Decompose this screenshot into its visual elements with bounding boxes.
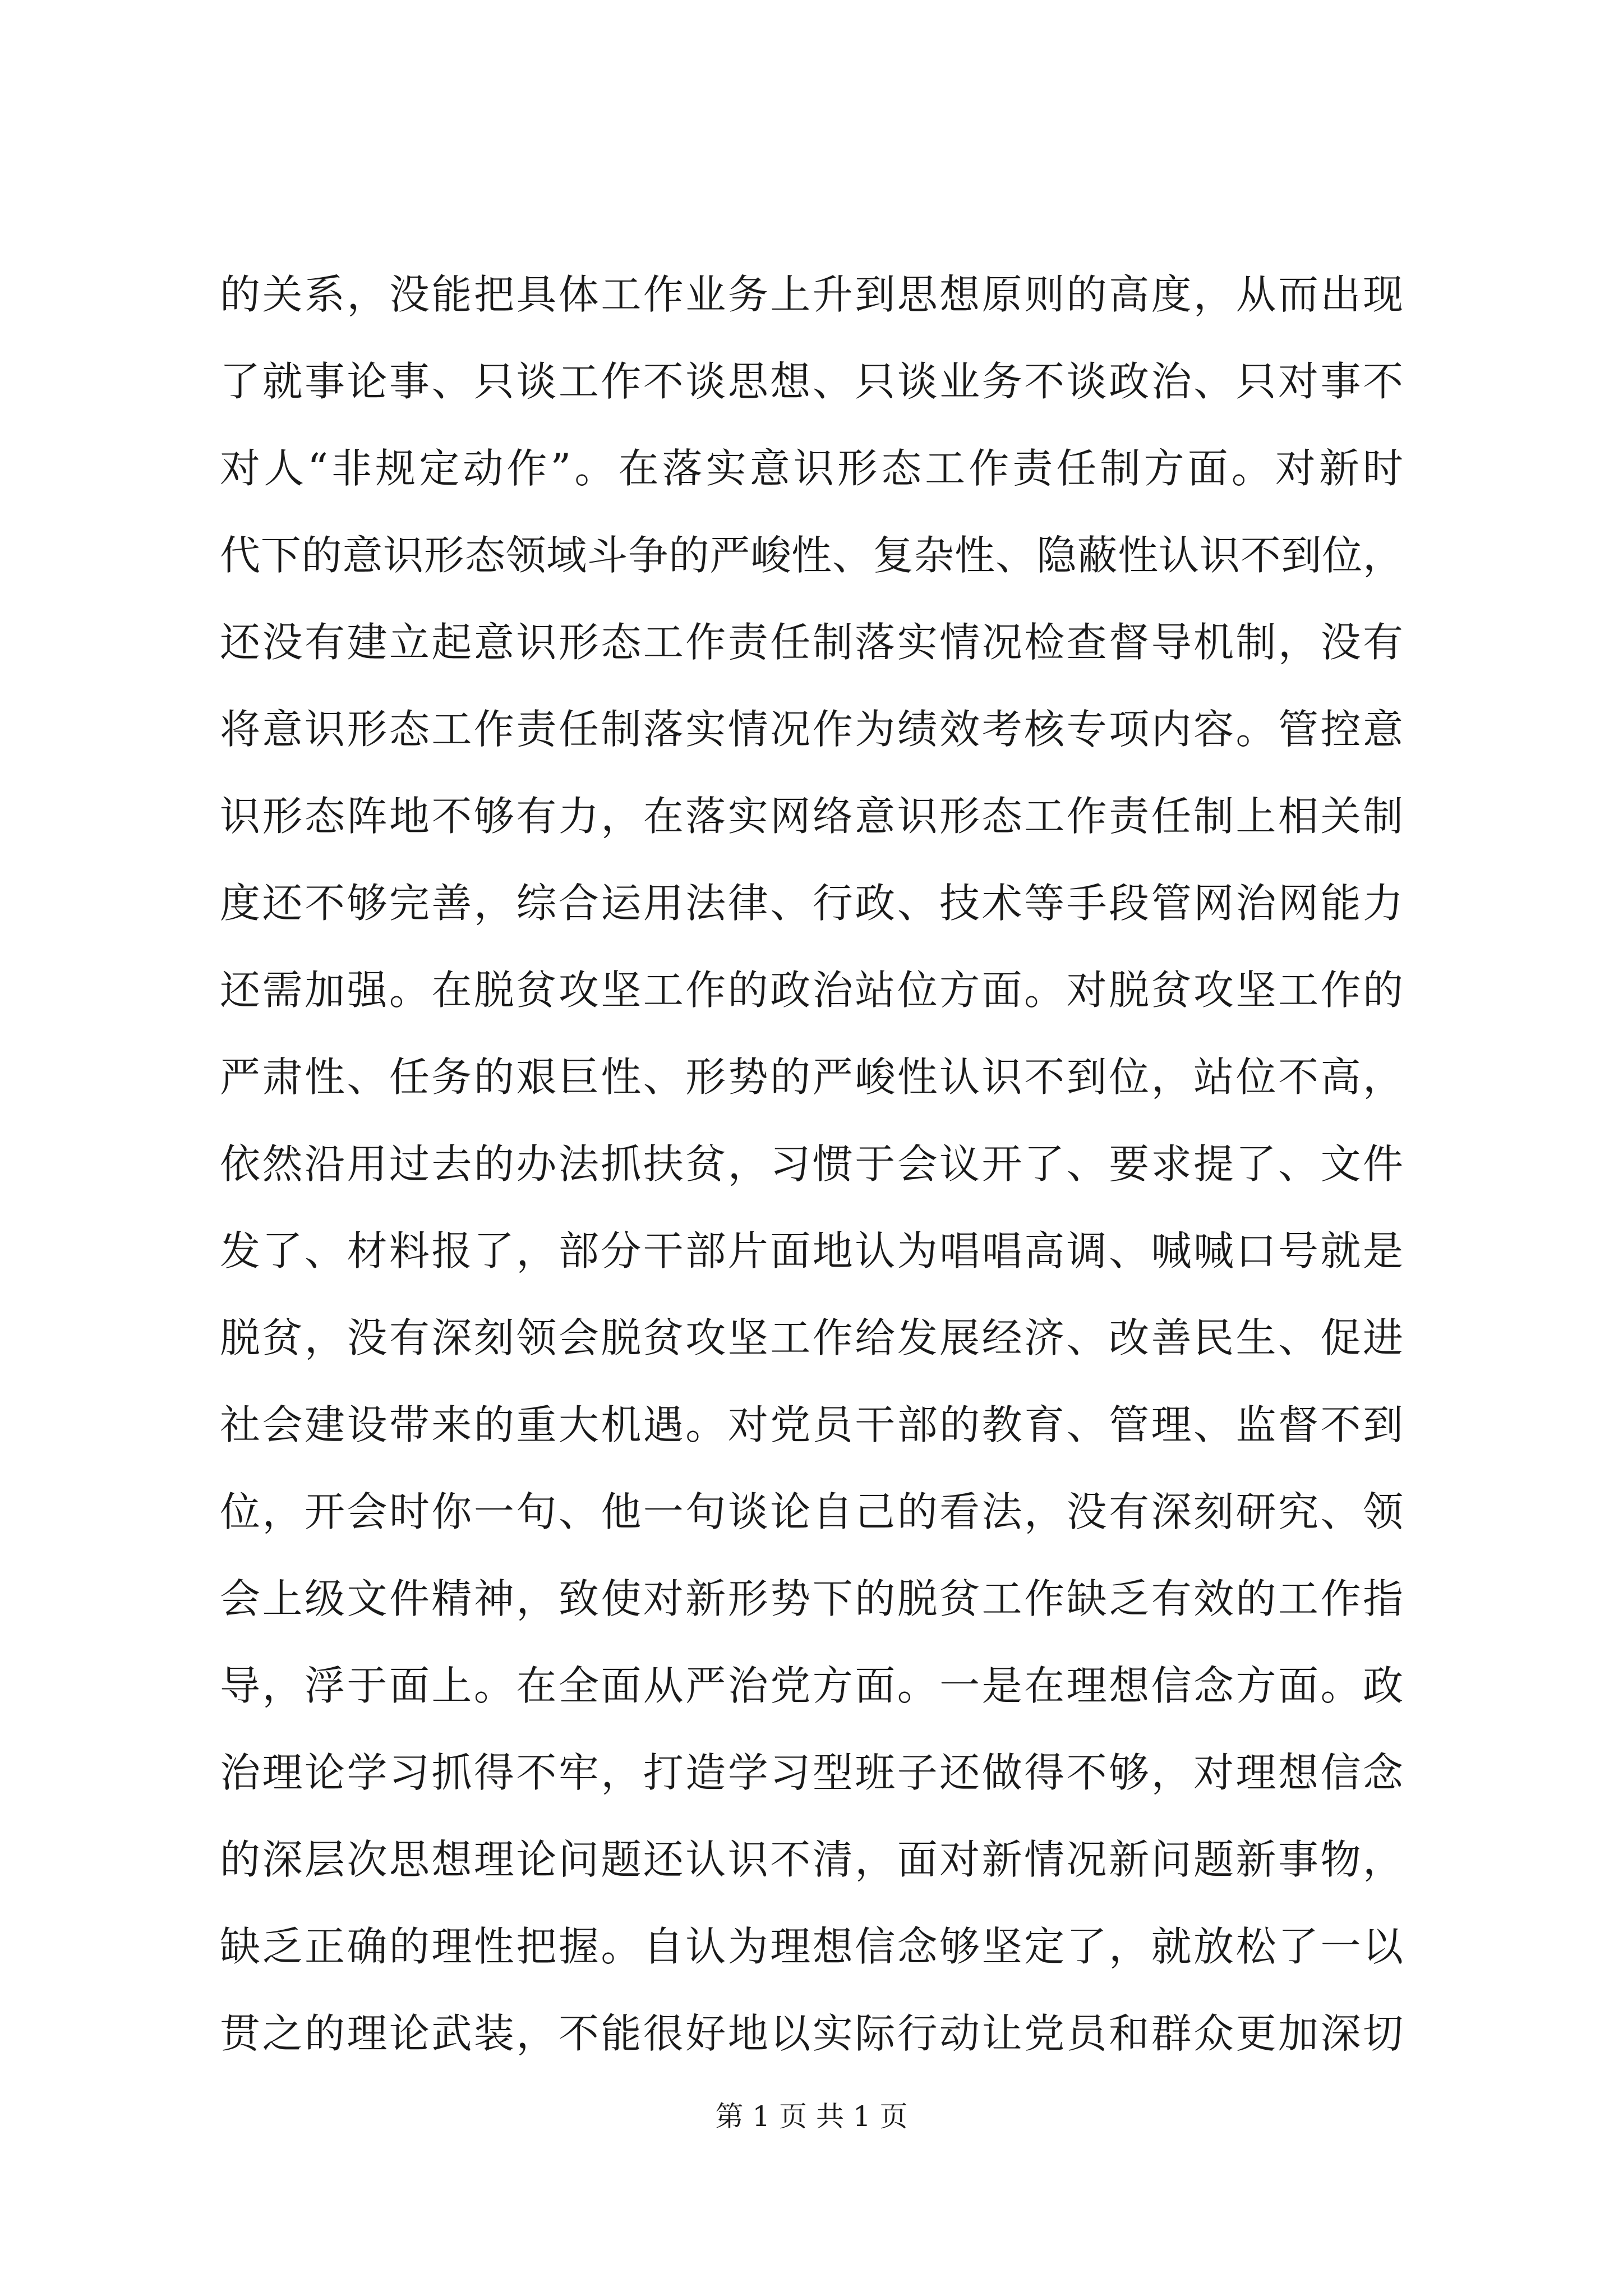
text-line: 贯之的理论武装，不能很好地以实际行动让党员和群众更加深切 xyxy=(220,2010,1403,2057)
text-line: 导，浮于面上。在全面从严治党方面。一是在理想信念方面。政 xyxy=(220,1662,1403,1709)
text-line: 会上级文件精神，致使对新形势下的脱贫工作缺乏有效的工作指 xyxy=(220,1575,1403,1622)
page-footer xyxy=(0,2097,1623,2136)
text-line: 社会建设带来的重大机遇。对党员干部的教育、管理、监督不到 xyxy=(220,1401,1403,1448)
text-line: 了就事论事、只谈工作不谈思想、只谈业务不谈政治、只对事不 xyxy=(220,358,1403,405)
text-line: 还没有建立起意识形态工作责任制落实情况检查督导机制，没有 xyxy=(220,619,1403,666)
text-line: 度还不够完善，综合运用法律、行政、技术等手段管网治网能力 xyxy=(220,880,1403,927)
page-number-label: 第 1 页 共 1 页 xyxy=(715,2100,908,2133)
text-line: 依然沿用过去的办法抓扶贫，习惯于会议开了、要求提了、文件 xyxy=(220,1140,1403,1188)
text-line: 还需加强。在脱贫攻坚工作的政治站位方面。对脱贫攻坚工作的 xyxy=(220,967,1403,1014)
text-line: 代下的意识形态领域斗争的严峻性、复杂性、隐蔽性认识不到位， xyxy=(220,532,1403,579)
text-line: 的深层次思想理论问题还认识不清，面对新情况新问题新事物， xyxy=(220,1836,1403,1883)
text-line: 发了、材料报了，部分干部片面地认为唱唱高调、喊喊口号就是 xyxy=(220,1227,1403,1274)
text-line: 将意识形态工作责任制落实情况作为绩效考核专项内容。管控意 xyxy=(220,706,1403,753)
text-line: 治理论学习抓得不牢，打造学习型班子还做得不够，对理想信念 xyxy=(220,1749,1403,1796)
text-line: 脱贫，没有深刻领会脱贫攻坚工作给发展经济、改善民生、促进 xyxy=(220,1314,1403,1361)
text-line: 位，开会时你一句、他一句谈论自己的看法，没有深刻研究、领 xyxy=(220,1488,1403,1535)
text-line: 的关系，没能把具体工作业务上升到思想原则的高度，从而出现 xyxy=(220,271,1403,318)
text-line: 对人“非规定动作”。在落实意识形态工作责任制方面。对新时 xyxy=(220,445,1403,492)
text-line: 缺乏正确的理性把握。自认为理想信念够坚定了，就放松了一以 xyxy=(220,1923,1403,1970)
text-line: 严肃性、任务的艰巨性、形势的严峻性认识不到位，站位不高， xyxy=(220,1053,1403,1101)
document-body xyxy=(220,251,1403,2077)
text-line: 识形态阵地不够有力，在落实网络意识形态工作责任制上相关制 xyxy=(220,793,1403,840)
